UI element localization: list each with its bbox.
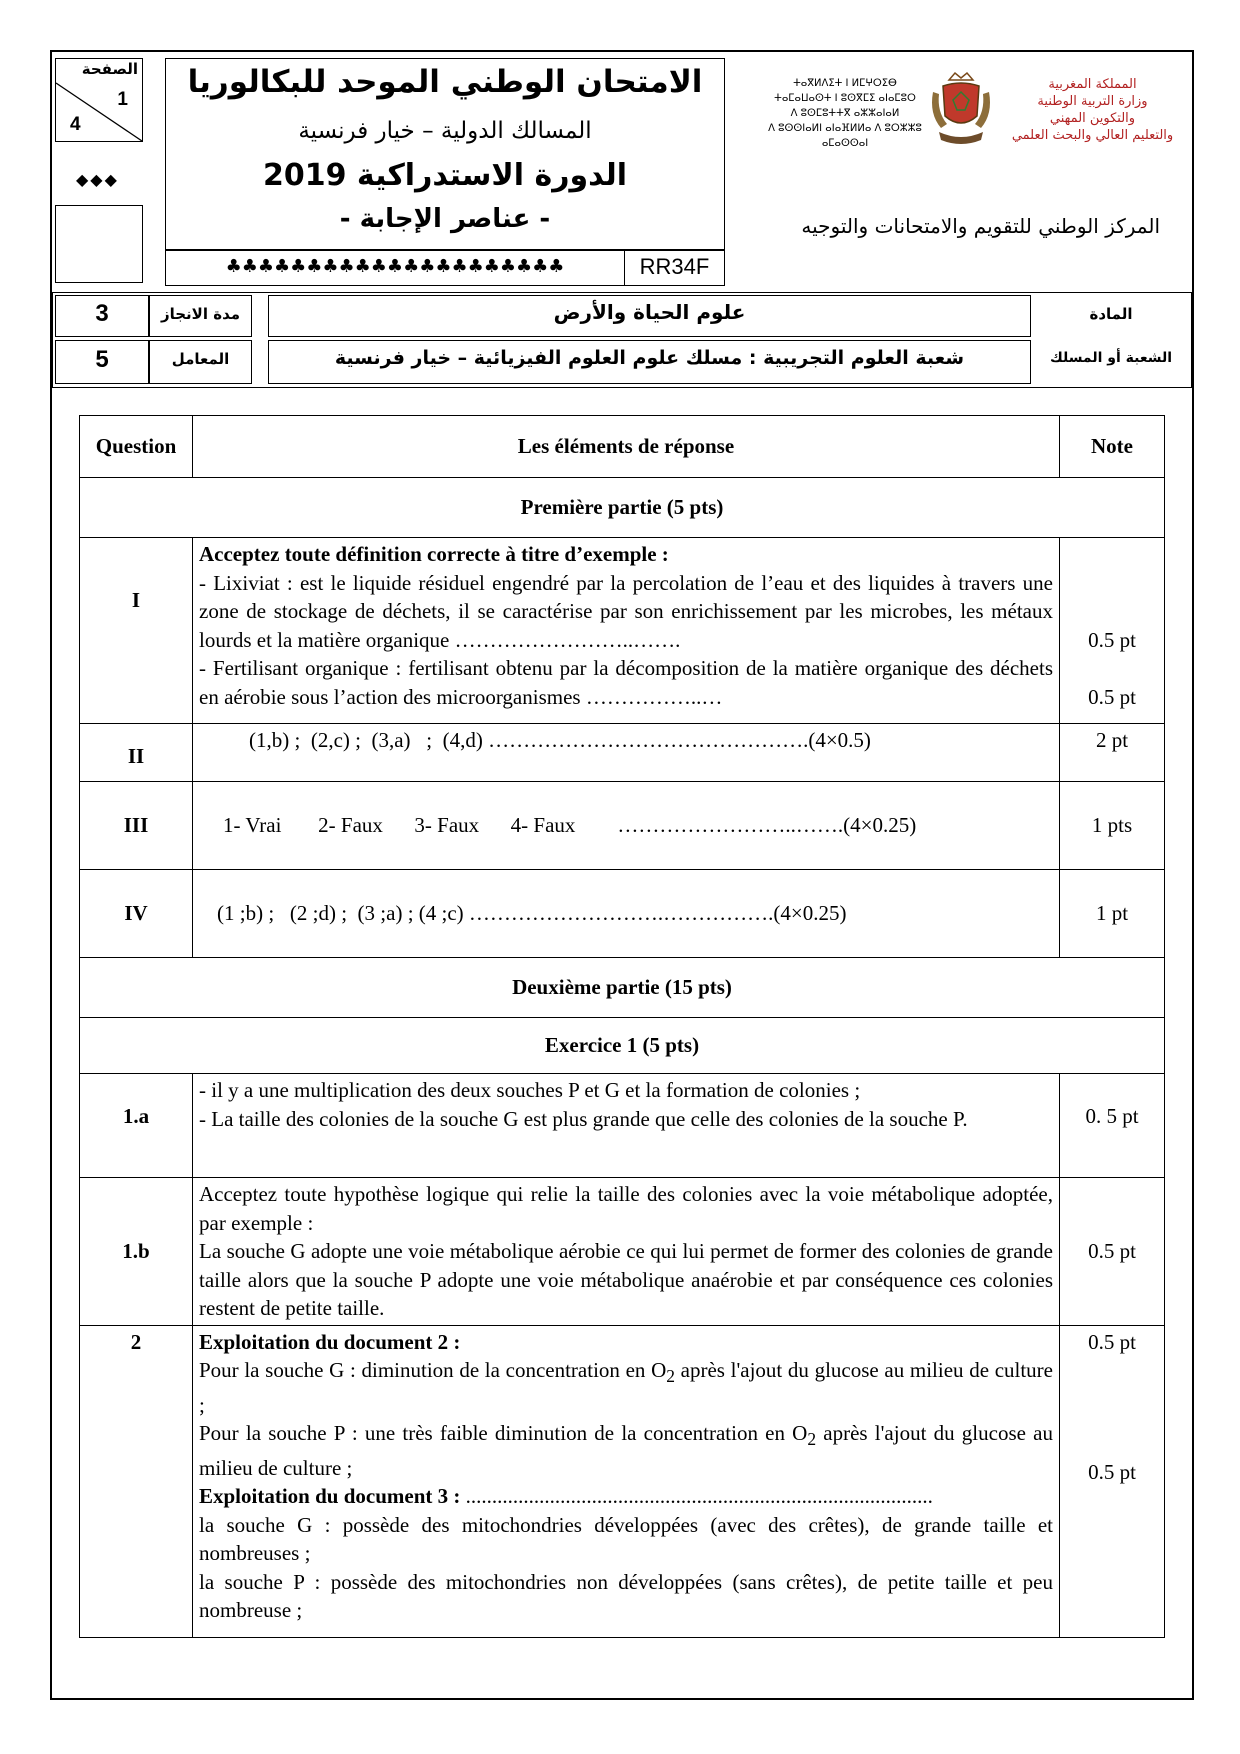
note-III: 1 pts xyxy=(1060,782,1165,870)
exam-title: الامتحان الوطني الموحد للبكالوريا xyxy=(187,64,703,100)
table-row xyxy=(80,1074,1165,1178)
coat-of-arms-icon xyxy=(925,70,997,148)
doc3-title: Exploitation du document 3 : xyxy=(199,1484,461,1509)
page-total: 4 xyxy=(70,114,81,135)
page-number-box xyxy=(55,58,143,142)
question-IV: IV xyxy=(80,870,193,958)
col-question: Question xyxy=(80,416,193,478)
stamp-box xyxy=(55,205,143,283)
note-I-2: 0.5 pt xyxy=(1088,684,1136,709)
doc2-souche-p xyxy=(199,1419,1053,1482)
note-2-1: 0.5 pt xyxy=(1088,1329,1136,1354)
doc2-souche-g xyxy=(199,1356,1053,1419)
note-I xyxy=(1060,538,1165,724)
question-2: 2 xyxy=(80,1325,193,1637)
table-row xyxy=(80,724,1165,782)
answer-I-text2: - Fertilisant organique : fertilisant obtenu par la décomposition de la matière organique des déchets en aérobie sous l’action des microorganismes ……………..… xyxy=(199,656,1053,709)
coef-value: 5 xyxy=(95,346,109,373)
ministry-line-4: والتعليم العالي والبحث العلمي xyxy=(1011,128,1174,143)
doc3-souche-p: la souche P : possède des mitochondries non développées (sans crêtes), de petite taille et peu nombreuse ; xyxy=(199,1569,1053,1623)
doc2-g-b: après l'ajout du glucose au milieu de culture ; xyxy=(199,1358,1053,1417)
answer-1b xyxy=(193,1178,1060,1326)
answer-1a-line2: - La taille des colonies de la souche G est plus grande que celle des colonies de la souche P. xyxy=(199,1106,968,1131)
page-num: 1 xyxy=(117,89,128,110)
tifinagh-line-3: ⴷ ⵓⵙⵎⵓⵜⵜⴳ ⴰⵣⵣⴰⵏⴰⵍ xyxy=(790,108,900,119)
part2-row xyxy=(80,958,1165,1018)
table-row xyxy=(80,1178,1165,1326)
answer-II: (1,b) ; (2,c) ; (3,a) ; (4,d) ……………………………………….(4×0.5) xyxy=(193,724,1060,782)
ministry-block xyxy=(1000,76,1185,144)
table-row xyxy=(80,870,1165,958)
exercise1-row xyxy=(80,1018,1165,1074)
tifinagh-block xyxy=(745,76,945,151)
note-1b: 0.5 pt xyxy=(1060,1178,1165,1326)
exam-code: RR34F xyxy=(639,254,710,279)
doc3-heading xyxy=(199,1482,1053,1511)
ministry-line-3: والتكوين المهني xyxy=(1049,111,1136,126)
question-I: I xyxy=(80,538,193,724)
page-label: الصفحة xyxy=(81,60,138,78)
note-I-1: 0.5 pt xyxy=(1088,628,1136,652)
doc2-p-a: Pour la souche P : une très faible diminution de la concentration en O xyxy=(199,1421,808,1446)
part1-title: Première partie (5 pts) xyxy=(80,478,1165,538)
tifinagh-line-4: ⴷ ⵓⵙⵙⵏⴰⵍⵏ ⴰⵏⴰⴼⵍⵍⴰ ⴷ ⵓⵔⵣⵣⵓ ⴰⵎⴰⵙⵙⴰⵏ xyxy=(768,123,922,149)
subject: علوم الحياة والأرض xyxy=(553,300,746,324)
answer-2 xyxy=(193,1325,1060,1637)
tifinagh-line-1: ⵜⴰⴳⵍⴷⵉⵜ ⵏ ⵍⵎⵖⵔⵉⴱ xyxy=(793,78,897,89)
coef-label: المعامل xyxy=(171,350,230,368)
exercise1-title: Exercice 1 (5 pts) xyxy=(80,1018,1165,1074)
note-1a: 0. 5 pt xyxy=(1060,1074,1165,1178)
doc2-title: Exploitation du document 2 : xyxy=(199,1329,461,1354)
subject-label: المادة xyxy=(1089,305,1133,323)
doc2-g-a: Pour la souche G : diminution de la concentration en O xyxy=(199,1358,667,1382)
answer-table xyxy=(79,415,1165,1638)
note-2-2: 0.5 pt xyxy=(1088,1460,1136,1484)
session: الدورة الاستدراكية 2019 xyxy=(262,158,628,193)
question-II: II xyxy=(80,724,193,782)
part2-title: Deuxième partie (15 pts) xyxy=(80,958,1165,1018)
table-header-row xyxy=(80,416,1165,478)
question-1b: 1.b xyxy=(80,1178,193,1326)
answer-1b-line2: La souche G adopte une voie métabolique aérobie ce qui lui permet de former des colonies de grande taille alors que la souche P adopte une voie métabolique anaérobie et par conséquence ces colonies restent de petite taille. xyxy=(199,1239,1053,1320)
branch-label: الشعبة أو المسلك xyxy=(1049,350,1173,366)
ministry-line-1: المملكة المغربية xyxy=(1048,77,1137,92)
stars: ♣♣♣♣♣♣♣♣♣♣♣♣♣♣♣♣♣♣♣♣♣ xyxy=(225,256,565,277)
duration-label: مدة الانجاز xyxy=(160,305,241,323)
col-elements: Les éléments de réponse xyxy=(193,416,1060,478)
ministry-line-2: وزارة التربية الوطنية xyxy=(1037,94,1148,109)
answer-I-text1: - Lixiviat : est le liquide résiduel engendré par la percolation de l’eau et des liquides à travers une zone de stockage de déchets, il se caractérise par son enrichissement par les microbes, les métaux lourds et la matière organique ……………………..……. xyxy=(199,570,1053,652)
answer-I-intro: Acceptez toute définition correcte à titre d’exemple : xyxy=(199,542,669,566)
tifinagh-line-2: ⵜⴰⵎⴰⵡⴰⵙⵜ ⵏ ⵓⵙⴳⵎⵉ ⴰⵏⴰⵎⵓⵔ xyxy=(774,93,916,104)
note-II: 2 pt xyxy=(1060,724,1165,782)
branch: شعبة العلوم التجريبية : مسلك علوم العلوم الفيزيائية – خيار فرنسية xyxy=(334,347,965,369)
answer-1a-line1: - il y a une multiplication des deux souches P et G et la formation de colonies ; xyxy=(199,1078,861,1102)
table-row xyxy=(80,782,1165,870)
answer-1b-line1: Acceptez toute hypothèse logique qui relie la taille des colonies avec la voie métabolique adoptée, par exemple : xyxy=(199,1182,1053,1235)
o2-subscript: 2 xyxy=(666,1366,675,1387)
col-note: Note xyxy=(1060,416,1165,478)
diamond-dots: ◆◆◆ xyxy=(76,170,119,189)
note-2 xyxy=(1060,1325,1165,1637)
doc3-dots: ......................................................................................... xyxy=(460,1484,933,1509)
doc3-souche-g: la souche G : possède des mitochondries développées (avec des crêtes), de grande taille et nombreuses ; xyxy=(199,1512,1053,1566)
answer-1a xyxy=(193,1074,1060,1178)
doc2-p-b: après l'ajout du glucose au milieu de culture ; xyxy=(199,1421,1053,1480)
duration-value: 3 xyxy=(95,300,109,327)
table-row xyxy=(80,1325,1165,1637)
question-1a: 1.a xyxy=(80,1074,193,1178)
table-row xyxy=(80,538,1165,724)
question-III: III xyxy=(80,782,193,870)
answer-IV: (1 ;b) ; (2 ;d) ; (3 ;a) ; (4 ;c) ……………………….…………….(4×0.25) xyxy=(193,870,1060,958)
o2-subscript: 2 xyxy=(807,1429,817,1450)
note-IV: 1 pt xyxy=(1060,870,1165,958)
answer-I xyxy=(193,538,1060,724)
center-name: المركز الوطني للتقويم والامتحانات والتوجيه xyxy=(801,214,1160,238)
answers-title: - عناصر الإجابة - xyxy=(339,204,551,234)
part1-row xyxy=(80,478,1165,538)
answer-III: 1- Vrai 2- Faux 3- Faux 4- Faux ……………………..…….(4×0.25) xyxy=(193,782,1060,870)
track: المسالك الدولية – خيار فرنسية xyxy=(298,118,592,144)
